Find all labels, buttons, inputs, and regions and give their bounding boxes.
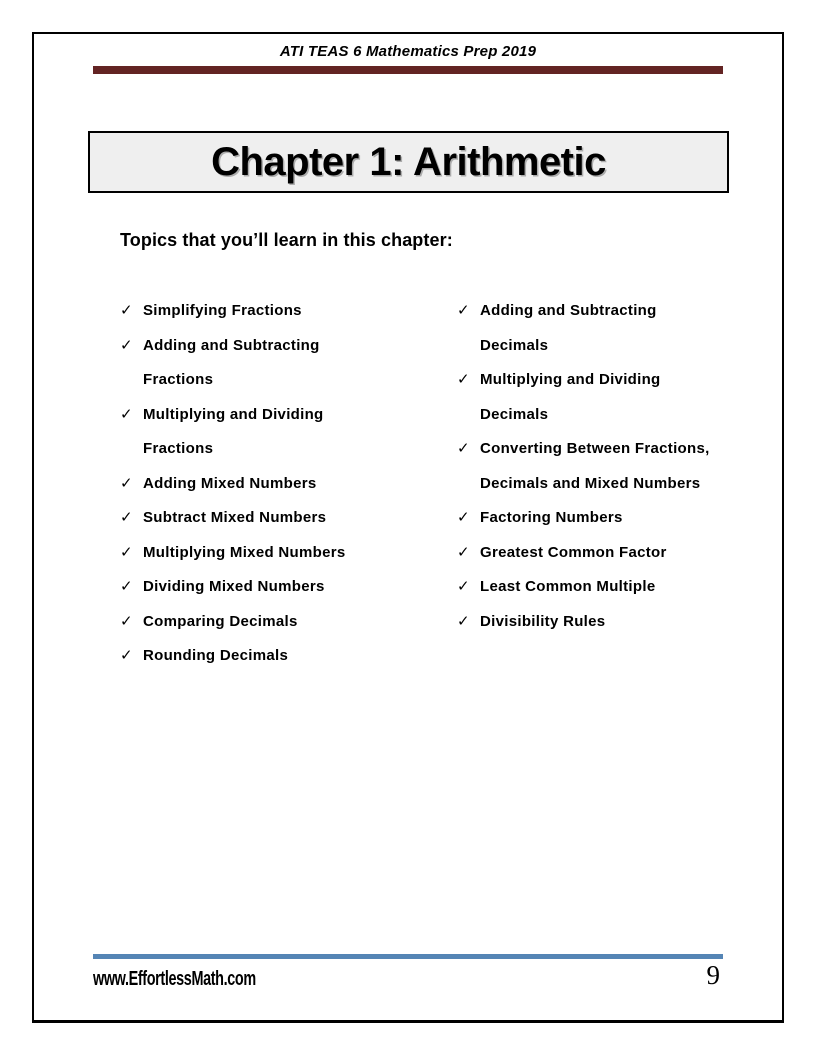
- chapter-title-box: [88, 131, 729, 193]
- topic-label: Adding and Subtracting Decimals: [480, 302, 657, 354]
- topic-label: Adding and Subtracting Fractions: [143, 336, 320, 388]
- topic-label: Converting Between Fractions, Decimals and Mixed Numbers: [480, 440, 710, 492]
- checkmark-icon: ✓: [457, 509, 470, 526]
- checkmark-icon: ✓: [457, 440, 470, 457]
- chapter-intro-text: Topics that you’ll learn in this chapter:: [120, 230, 453, 250]
- checkmark-icon: ✓: [120, 612, 133, 630]
- list-item: [120, 570, 457, 605]
- header-rule-divider: [93, 66, 723, 74]
- list-item: [457, 570, 757, 605]
- list-item: [120, 329, 457, 398]
- checkmark-icon: ✓: [120, 647, 133, 664]
- checkmark-icon: ✓: [457, 612, 470, 630]
- checkmark-icon: ✓: [120, 578, 133, 595]
- topic-label: Rounding Decimals: [143, 647, 289, 664]
- checkmark-icon: ✓: [457, 543, 470, 561]
- list-item: [457, 294, 757, 363]
- topic-label: Multiplying Mixed Numbers: [143, 543, 346, 561]
- topics-list: [120, 294, 762, 674]
- topic-label: Simplifying Fractions: [143, 302, 302, 319]
- topics-column-right: [457, 294, 757, 674]
- checkmark-icon: ✓: [120, 543, 133, 561]
- list-item: [457, 501, 757, 536]
- checkmark-icon: ✓: [120, 509, 133, 526]
- topic-label: Adding Mixed Numbers: [143, 474, 317, 492]
- list-item: [457, 536, 757, 571]
- checkmark-icon: ✓: [120, 405, 133, 423]
- topic-label: Least Common Multiple: [480, 578, 656, 595]
- topic-label: Greatest Common Factor: [480, 543, 667, 561]
- chapter-title: Chapter 1: Arithmetic: [211, 139, 606, 184]
- list-item: [120, 467, 457, 502]
- footer-rule-divider: [93, 954, 723, 959]
- checkmark-icon: ✓: [120, 302, 133, 319]
- topic-label: Dividing Mixed Numbers: [143, 578, 325, 595]
- checkmark-icon: ✓: [120, 474, 133, 492]
- footer-website-text: www.EffortlessMath.com: [93, 968, 256, 990]
- running-header-title: ATI TEAS 6 Mathematics Prep 2019: [279, 43, 537, 60]
- topic-label: Divisibility Rules: [480, 612, 606, 630]
- list-item: [120, 398, 457, 467]
- checkmark-icon: ✓: [457, 578, 470, 595]
- checkmark-icon: ✓: [120, 336, 133, 354]
- page-number: 9: [706, 960, 720, 990]
- topic-label: Subtract Mixed Numbers: [143, 509, 327, 526]
- topic-label: Multiplying and Dividing Fractions: [143, 405, 324, 457]
- topic-label: Factoring Numbers: [480, 509, 623, 526]
- list-item: [457, 432, 757, 501]
- list-item: [457, 605, 757, 640]
- list-item: [457, 363, 757, 432]
- checkmark-icon: ✓: [457, 371, 470, 388]
- topics-column-left: [120, 294, 457, 674]
- topic-label: Comparing Decimals: [143, 612, 298, 630]
- checkmark-icon: ✓: [457, 302, 470, 319]
- list-item: [120, 294, 457, 329]
- list-item: [120, 536, 457, 571]
- page-frame: [32, 32, 784, 1023]
- list-item: [120, 501, 457, 536]
- list-item: [120, 605, 457, 640]
- list-item: [120, 639, 457, 674]
- topic-label: Multiplying and Dividing Decimals: [480, 371, 661, 423]
